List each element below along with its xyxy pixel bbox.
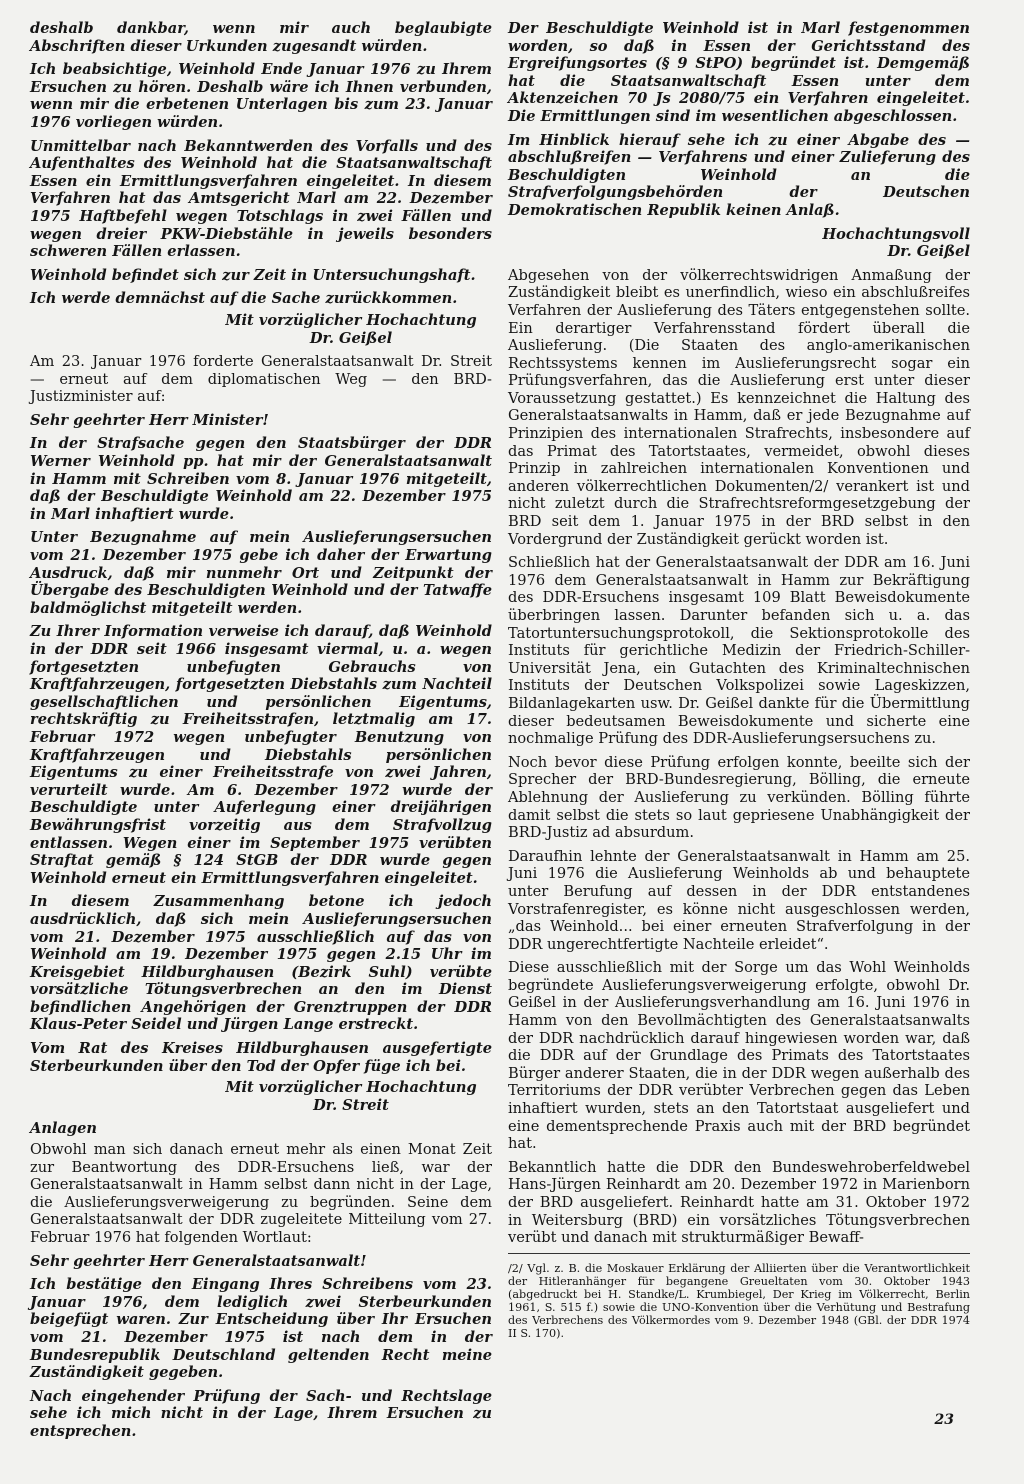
signature-closing: Mit vorzüglicher Hochachtung [225, 311, 477, 329]
paragraph: Daraufhin lehnte der Generalstaatsanwalt in Hamm am 25. Juni 1976 die Auslieferung Weinholds ab und behauptete unter Berufung auf dessen in der DDR entstandenes Vorstrafenregister, es könne nicht ausgeschlossen werden, „das Weinhold... bei einer erneuten Strafverfolgung in der DDR ungerechtfertigte Nachteile erleidet“. [508, 847, 970, 953]
paragraph: Zu Ihrer Information verweise ich darauf, daß Weinhold in der DDR seit 1966 insgesamt viermal, u. a. wegen fortgesetzten unbefugten Gebrauchs von Kraftfahrzeugen, fortgesetzten Diebstahls zum Nachteil gesellschaftlichen und persönlichen Eigentums, rechtskräftig zu Freiheitsstrafen, letztmalig am 17. Februar 1972 wegen unbefugter Benutzung von Kraftfahrzeugen und Diebstahls persönlichen Eigentums zu einer Freiheitsstrafe von zwei Jahren, verurteilt wurde. Am 6. Dezember 1972 wurde der Beschuldigte unter Auferlegung einer dreijährigen Bewährungsfrist vorzeitig aus dem Strafvollzug entlassen. Wegen einer im September 1975 verübten Straftat gemäß § 124 StGB der DDR wurde gegen Weinhold erneut ein Ermittlungsverfahren eingeleitet. [30, 623, 492, 887]
signature-closing: Mit vorzüglicher Hochachtung [225, 1079, 477, 1097]
paragraph: Vom Rat des Kreises Hildburghausen ausgefertigte Sterbeurkunden über den Tod der Opfer füge ich bei. [30, 1040, 492, 1075]
paragraph: Ich beabsichtige, Weinhold Ende Januar 1976 zu Ihrem Ersuchen zu hören. Deshalb wäre ich Ihnen verbunden, wenn mir die erbetenen Unterlagen bis zum 23. Januar 1976 vorliegen würden. [30, 61, 492, 131]
paragraph: Obwohl man sich danach erneut mehr als einen Monat Zeit zur Beantwortung des DDR-Ersuchens ließ, war der Generalstaatsanwalt in Hamm selbst dann nicht in der Lage, die Auslieferungsverweigerung zu begründen. Seine dem Generalstaatsanwalt der DDR zugeleitete Mitteilung vom 27. Februar 1976 hat folgenden Wortlaut: [30, 1141, 492, 1246]
signature-block [210, 1079, 492, 1114]
signature-block [210, 312, 492, 347]
paragraph: Nach eingehender Prüfung der Sach- und Rechtslage sehe ich mich nicht in der Lage, Ihrem Ersuchen zu entsprechen. [30, 1387, 492, 1440]
paragraph: Abgesehen von der völkerrechtswidrigen Anmaßung der Zuständigkeit bleibt es unerfindlich, wieso ein abschlußreifes Verfahren der Auslieferung des Täters entgegenstehen sollte. Ein derartiger Verfahrensstand fördert überall die Auslieferung. (Die Staaten des anglo-amerikanischen Rechtssystems kennen im Auslieferungsrecht sogar ein Prüfungsverfahren, das die Auslieferung erst unter dieser Voraussetzung gestattet.) Es kennzeichnet die Haltung des Generalstaatsanwalts in Hamm, daß er jede Bezugnahme auf Prinzipien des internationalen Strafrechts, insbesondere auf das Primat des Tatortstaates, vermeidet, obwohl dieses Prinzip in zahlreichen internationalen Konventionen und anderen völkerrechtlichen Dokumenten/2/ verankert ist und nicht zuletzt durch die Strafrechtsreformgesetzgebung der BRD seit dem 1. Januar 1975 in der BRD selbst in den Vordergrund der Zuständigkeit gerückt worden ist. [508, 266, 970, 548]
paragraph: Unmittelbar nach Bekanntwerden des Vorfalls und des Aufenthaltes des Weinhold hat die Staatsanwaltschaft Essen ein Ermittlungsverfahren eingeleitet. In diesem Verfahren hat das Amtsgericht Marl am 22. Dezember 1975 Haftbefehl wegen Totschlags in zwei Fällen und wegen dreier PKW-Diebstähle in jeweils besonders schweren Fällen erlassen. [30, 137, 492, 261]
paragraph: In der Strafsache gegen den Staatsbürger der DDR Werner Weinhold pp. hat mir der Generalstaatsanwalt in Hamm mit Schreiben vom 8. Januar 1976 mitgeteilt, daß der Beschuldigte Weinhold am 22. Dezember 1975 in Marl inhaftiert wurde. [30, 435, 492, 523]
paragraph: Der Beschuldigte Weinhold ist in Marl festgenommen worden, so daß in Essen der Gerichtsstand des Ergreifungsortes (§ 9 StPO) begründet ist. Demgemäß hat die Staatsanwaltschaft Essen unter dem Aktenzeichen 70 Js 2080/75 ein Verfahren eingeleitet. Die Ermittlungen sind im wesentlichen abgeschlossen. [508, 20, 970, 125]
salutation: Sehr geehrter Herr Generalstaatsanwalt! [30, 1252, 367, 1270]
signature-name: Dr. Geißel [887, 243, 970, 261]
paragraph: Ich werde demnächst auf die Sache zurückkommen. [30, 290, 458, 308]
paragraph: Bekanntlich hatte die DDR den Bundeswehroberfeldwebel Hans-Jürgen Reinhardt am 20. Dezember 1972 in Marienborn der BRD ausgeliefert. Reinhardt hatte am 31. Oktober 1972 in Weitersburg (BRD) ein vorsätzliches Tötungsverbrechen verübt und danach mit strukturmäßiger Bewaff- [508, 1158, 970, 1247]
left-column [30, 20, 492, 1447]
paragraph: Noch bevor diese Prüfung erfolgen konnte, beeilte sich der Sprecher der BRD-Bundesregierung, Bölling, die erneute Ablehnung der Auslieferung zu verkünden. Bölling führte damit selbst die stets so laut gepriesene Unabhängigkeit der BRD-Justiz ad absurdum. [508, 753, 970, 842]
page-number: 23 [934, 1412, 954, 1428]
signature-name: Dr. Streit [313, 1096, 389, 1114]
right-column [508, 20, 970, 1340]
signature-block [508, 226, 970, 261]
annex-label: Anlagen [30, 1120, 98, 1138]
paragraph: Schließlich hat der Generalstaatsanwalt der DDR am 16. Juni 1976 dem Generalstaatsanwalt in Hamm zur Bekräftigung des DDR-Ersuchens insgesamt 109 Blatt Beweisdokumente überbringen lassen. Darunter befanden sich u. a. das Tatortuntersuchungsprotokoll, die Sektionsprotokolle des Instituts für gerichtliche Medizin der Friedrich-Schiller-Universität Jena, ein Gutachten des Kriminaltechnischen Instituts der Deutschen Volkspolizei sowie Lageskizzen, Bildanlagekarten usw. Dr. Geißel dankte für die Übermittlung dieser bedeutsamen Beweisdokumente und sicherte eine nochmalige Prüfung des DDR-Auslieferungsersuchens zu. [508, 554, 970, 748]
paragraph: deshalb dankbar, wenn mir auch beglaubigte Abschriften dieser Urkunden zugesandt würden. [30, 20, 492, 55]
paragraph: Am 23. Januar 1976 forderte Generalstaatsanwalt Dr. Streit — erneut auf dem diplomatischen Weg — den BRD-Justizminister auf: [30, 353, 492, 406]
footnote [508, 1262, 970, 1340]
signature-name: Dr. Geißel [309, 329, 393, 347]
signature-closing: Hochachtungsvoll [822, 225, 970, 243]
paragraph: Diese ausschließlich mit der Sorge um das Wohl Weinholds begründete Auslieferungsverweigerung erfolgte, obwohl Dr. Geißel in der Auslieferungsverhandlung am 16. Juni 1976 in Hamm von den Bevollmächtigten des Generalstaatsanwalts der DDR nachdrücklich darauf hingewiesen worden war, daß die DDR auf der Grundlage des Primats des Tatortstaates Bürger anderer Staaten, die in der DDR wegen außerhalb des Territoriums der DDR verübter Verbrechen gegen das Leben inhaftiert wurden, stets an den Tatortstaat ausgeliefert und eine dementsprechende Praxis auch mit der BRD begründet hat. [508, 959, 970, 1153]
salutation: Sehr geehrter Herr Minister! [30, 411, 269, 429]
footnote-text: /2/ Vgl. z. B. die Moskauer Erklärung der Alliierten über die Verantwortlichkeit der Hitleranhänger für begangene Greueltaten vom 30. Oktober 1943 (abgedruckt bei H. Standke/L. Krumbiegel, Der Krieg im Völkerrecht, Berlin 1961, S. 515 f.) sowie die UNO-Konvention über die Verhütung und Bestrafung des Verbrechens des Völkermordes vom 9. Dezember 1948 (GBl. der DDR 1974 II S. 170). [508, 1261, 970, 1340]
paragraph: Unter Bezugnahme auf mein Auslieferungsersuchen vom 21. Dezember 1975 gebe ich daher der Erwartung Ausdruck, daß mir nunmehr Ort und Zeitpunkt der Übergabe des Beschuldigten Weinhold und der Tatwaffe baldmöglichst mitgeteilt werden. [30, 529, 492, 617]
footnote-divider [508, 1253, 970, 1254]
paragraph: Im Hinblick hierauf sehe ich zu einer Abgabe des — abschlußreifen — Verfahrens und einer Zulieferung des Beschuldigten Weinhold an die Strafverfolgungsbehörden der Deutschen Demokratischen Republik keinen Anlaß. [508, 131, 970, 219]
paragraph: Ich bestätige den Eingang Ihres Schreibens vom 23. Januar 1976, dem lediglich zwei Sterbeurkunden beigefügt waren. Zur Entscheidung über Ihr Ersuchen vom 21. Dezember 1975 ist nach dem in der Bundesrepublik Deutschland geltenden Recht meine Zuständigkeit gegeben. [30, 1276, 492, 1382]
paragraph: In diesem Zusammenhang betone ich jedoch ausdrücklich, daß sich mein Auslieferungsersuchen vom 21. Dezember 1975 ausschließlich auf das von Weinhold am 19. Dezember 1975 gegen 2.15 Uhr im Kreisgebiet Hildburghausen (Bezirk Suhl) verübte vorsätzliche Tötungsverbrechen an den im Dienst befindlichen Angehörigen der Grenztruppen der DDR Klaus-Peter Seidel und Jürgen Lange erstreckt. [30, 893, 492, 1034]
paragraph: Weinhold befindet sich zur Zeit in Untersuchungshaft. [30, 266, 476, 284]
